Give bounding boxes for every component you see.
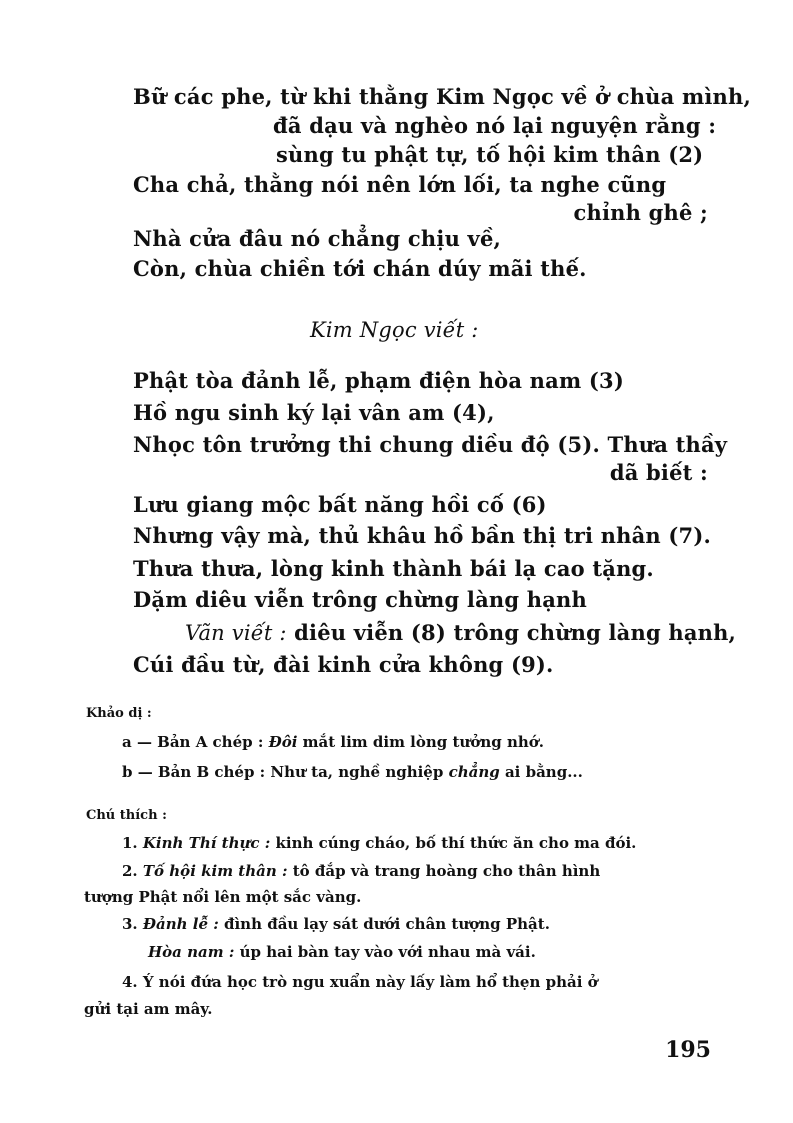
section-title: Kim Ngọc viết :: [310, 318, 479, 342]
verse-line: Dặm diêu viễn trông chừng làng hạnh: [133, 587, 587, 612]
verse-line: Phật tòa đảnh lễ, phạm điện hòa nam (3): [133, 368, 624, 393]
chu-thich-heading: Chú thích :: [86, 808, 167, 823]
verse-line: Bữ các phe, từ khi thằng Kim Ngọc về ở chùa mình,: [133, 84, 752, 109]
verse-line: Lưu giang mộc bất năng hồi cố (6): [133, 492, 547, 517]
khao-di-prefix: b — Bản B chép : Như ta, nghề nghiệp: [122, 763, 449, 781]
khao-di-text: mắt lim dim lòng tưởng nhớ.: [297, 733, 544, 751]
footnote-text: kinh cúng cháo, bố thí thức ăn cho ma đói.: [270, 834, 637, 852]
verse-line: Hồ ngu sinh ký lại vân am (4),: [133, 400, 495, 425]
footnote-number: 1.: [122, 834, 143, 852]
page-number: 195: [665, 1037, 711, 1063]
khao-di-item: [122, 733, 544, 751]
footnote: 4. Ý nói đứa học trò ngu xuẩn này lấy làm hổ thẹn phải ở: [122, 973, 598, 991]
khao-di-italic: Đôi: [268, 733, 298, 751]
verse-line: Cha chả, thằng nói nên lớn lối, ta nghe cũng: [133, 172, 667, 197]
verse-line: dã biết :: [609, 460, 708, 485]
verse-line: Nhưng vậy mà, thủ khâu hồ bần thị tri nhân (7).: [133, 523, 711, 548]
khao-di-prefix: a — Bản A chép :: [122, 733, 269, 751]
variant-text: diêu viễn (8) trông chừng làng hạnh,: [286, 620, 737, 645]
footnote-continuation: tượng Phật nổi lên một sắc vàng.: [84, 888, 362, 906]
footnote-term: Tố hội kim thân :: [142, 862, 288, 880]
footnote-term: Hòa nam :: [148, 943, 235, 961]
footnote-number: 3.: [122, 915, 143, 933]
footnote-continuation: gửi tại am mây.: [84, 1000, 213, 1018]
verse-line: chỉnh ghê ;: [573, 200, 708, 225]
footnote-text: đình đầu lạy sát dưới chân tượng Phật.: [218, 915, 550, 933]
verse-line: Nhọc tôn trưởng thi chung diều độ (5). Thưa thầy: [133, 432, 728, 457]
footnote-term: Đảnh lễ :: [142, 915, 219, 933]
footnote-number: 2.: [122, 862, 143, 880]
verse-line: Còn, chùa chiền tới chán dúy mãi thế.: [133, 256, 587, 281]
footnote-text: úp hai bàn tay vào với nhau mà vái.: [234, 943, 536, 961]
variant-label: Vãn viết :: [185, 621, 287, 645]
verse-line-variant: [185, 620, 736, 645]
footnote-term: Kinh Thí thực :: [142, 834, 271, 852]
khao-di-text: ai bằng...: [499, 763, 583, 781]
footnote: [122, 834, 636, 852]
khao-di-item: [122, 763, 583, 781]
verse-line: Cúi đầu từ, đài kinh cửa không (9).: [133, 652, 554, 677]
verse-line: Nhà cửa đâu nó chẳng chịu về,: [133, 226, 502, 251]
verse-line: Thưa thưa, lòng kinh thành bái lạ cao tặng.: [133, 556, 654, 581]
footnote: [122, 915, 550, 933]
footnote: [122, 862, 600, 880]
khao-di-heading: Khảo dị :: [86, 706, 152, 721]
verse-line: sùng tu phật tự, tố hội kim thân (2): [276, 142, 704, 167]
footnote-sub: [148, 943, 536, 961]
khao-di-italic: chẳng: [448, 763, 500, 781]
footnote-text: tô đắp và trang hoàng cho thân hình: [287, 862, 601, 880]
verse-line: đã dạu và nghèo nó lại nguyện rằng :: [273, 113, 717, 138]
